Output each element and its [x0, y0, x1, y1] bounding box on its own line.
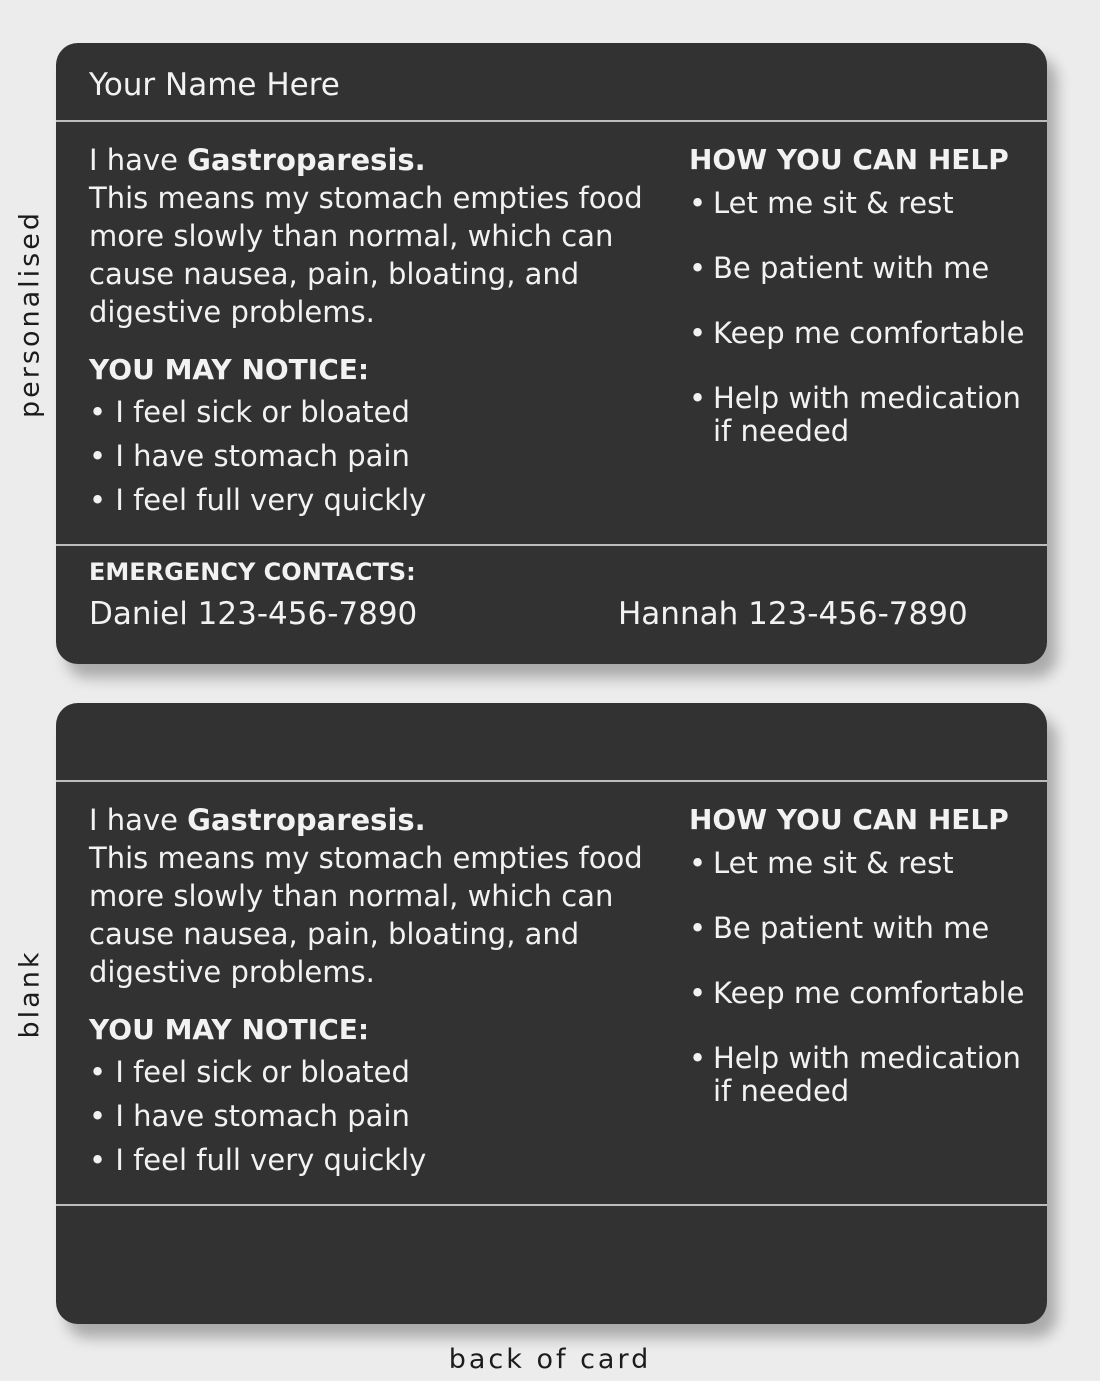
help-item: • Be patient with me — [689, 912, 1029, 945]
condition-description: This means my stomach empties food more slowly than normal, which can cause nausea, pain, bloating, and digestive problems. — [89, 841, 643, 989]
condition-name: Gastroparesis. — [187, 803, 426, 837]
footer-caption: back of card — [448, 1344, 652, 1375]
notice-item: • I have stomach pain — [89, 1099, 410, 1133]
bottom-divider — [56, 1204, 1047, 1206]
notice-title: YOU MAY NOTICE: — [89, 353, 370, 386]
condition-block — [89, 141, 649, 331]
help-title: HOW YOU CAN HELP — [689, 143, 1009, 176]
personalised-label: personalised — [14, 210, 46, 418]
top-divider — [56, 780, 1047, 782]
help-item: • Help with medication if needed — [689, 382, 1029, 448]
condition-description: This means my stomach empties food more slowly than normal, which can cause nausea, pain, bloating, and digestive problems. — [89, 181, 643, 329]
help-item: • Keep me comfortable — [689, 317, 1029, 350]
help-item: • Be patient with me — [689, 252, 1029, 285]
notice-item: • I feel sick or bloated — [89, 395, 410, 429]
condition-prefix: I have — [89, 143, 188, 177]
emergency-contact: Hannah 123-456-7890 — [618, 596, 968, 632]
condition-block — [89, 801, 649, 991]
help-item: • Let me sit & rest — [689, 187, 1029, 220]
notice-title: YOU MAY NOTICE: — [89, 1013, 370, 1046]
help-item: • Help with medication if needed — [689, 1042, 1029, 1108]
help-list — [689, 187, 1029, 480]
blank-label: blank — [14, 949, 46, 1039]
notice-item: • I feel sick or bloated — [89, 1055, 410, 1089]
personalised-card — [56, 43, 1047, 664]
notice-list — [89, 1052, 426, 1184]
emergency-contact: Daniel 123-456-7890 — [89, 596, 418, 632]
help-title: HOW YOU CAN HELP — [689, 803, 1009, 836]
notice-item: • I feel full very quickly — [89, 483, 427, 517]
notice-item: • I feel full very quickly — [89, 1143, 427, 1177]
notice-item: • I have stomach pain — [89, 439, 410, 473]
emergency-contacts-title: EMERGENCY CONTACTS: — [89, 558, 416, 586]
help-item: • Let me sit & rest — [689, 847, 1029, 880]
help-item: • Keep me comfortable — [689, 977, 1029, 1010]
blank-card — [56, 703, 1047, 1324]
bottom-divider — [56, 544, 1047, 546]
help-list — [689, 847, 1029, 1140]
condition-prefix: I have — [89, 803, 188, 837]
notice-list — [89, 392, 426, 524]
top-divider — [56, 120, 1047, 122]
card-name: Your Name Here — [89, 67, 340, 103]
condition-name: Gastroparesis. — [187, 143, 426, 177]
